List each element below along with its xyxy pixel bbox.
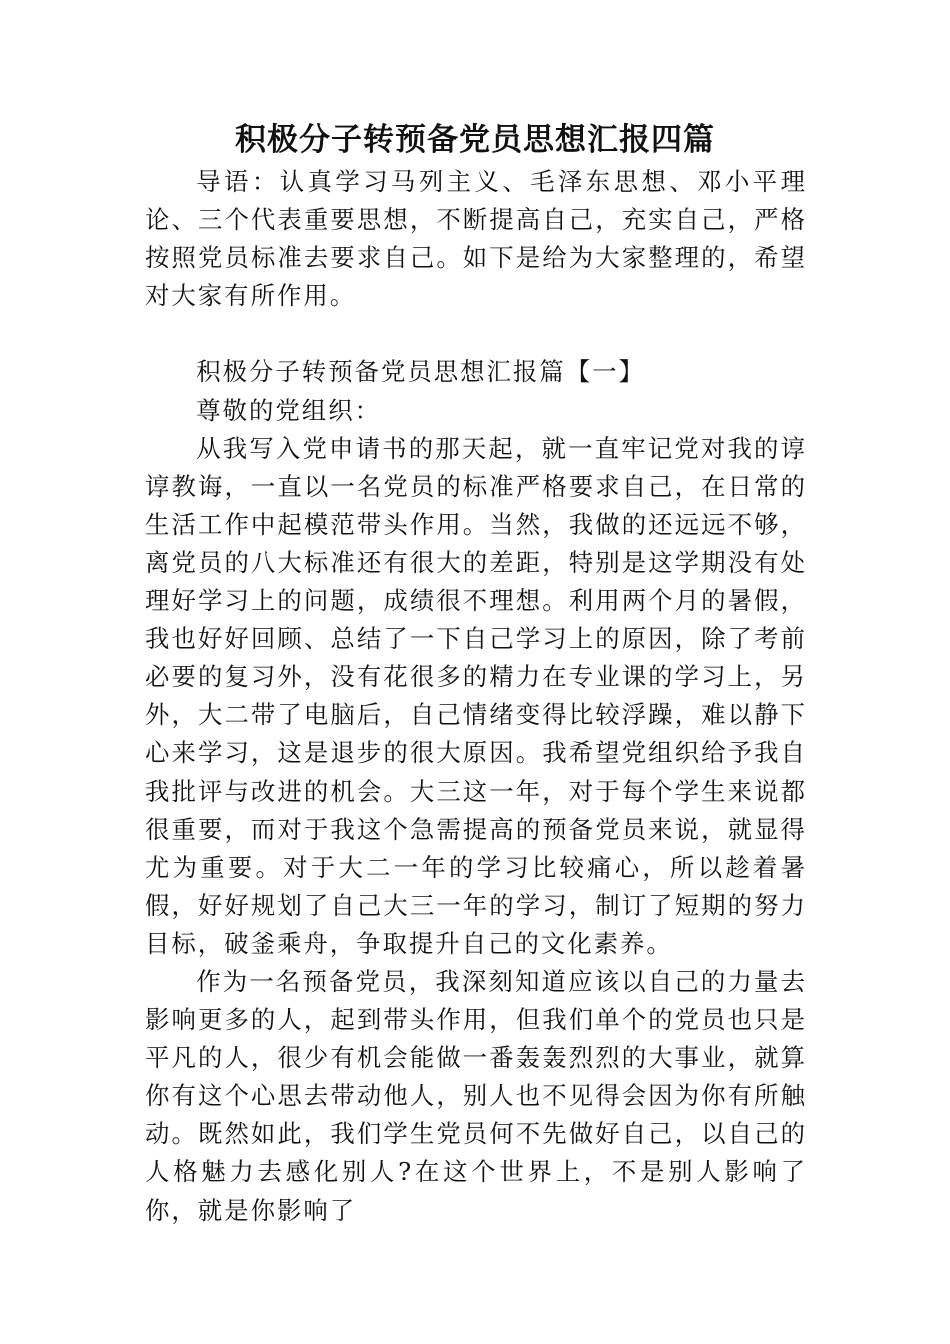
- salutation: 尊敬的党组织：: [196, 395, 381, 425]
- document-body: [145, 163, 807, 1230]
- body-paragraph-1: 从我写入党申请书的那天起，就一直牢记党对我的谆谆教诲，一直以一名党员的标准严格要求自己，在日常的生活工作中起模范带头作用。当然，我做的还远远不够，离党员的八大标准还有很大的差距，特别是这学期没有处理好学习上的问题，成绩很不理想。利用两个月的暑假，我也好好回顾、总结了一下自己学习上的原因，除了考前必要的复习外，没有花很多的精力在专业课的学习上，另外，大二带了电脑后，自己情绪变得比较浮躁，难以静下心来学习，这是退步的很大原因。我希望党组织给予我自我批评与改进的机会。大三这一年，对于每个学生来说都很重要，而对于我这个急需提高的预备党员来说，就显得尤为重要。对于大二一年的学习比较痛心，所以趁着暑假，好好规划了自己大三一年的学习，制订了短期的努力目标，破釜乘舟，争取提升自己的文化素养。: [145, 433, 807, 958]
- body-paragraph-2: 作为一名预备党员，我深刻知道应该以自己的力量去影响更多的人，起到带头作用，但我们单个的党员也只是平凡的人，很少有机会能做一番轰轰烈烈的大事业，就算你有这个心思去带动他人，别人也不见得会因为你有所触动。既然如此，我们学生党员何不先做好自己，以自己的人格魅力去感化别人?在这个世界上，不是别人影响了你，就是你影响了: [145, 966, 807, 1225]
- blank-line: [145, 315, 807, 353]
- intro-paragraph: 导语：认真学习马列主义、毛泽东思想、邓小平理论、三个代表重要思想，不断提高自己，充实自己，严格按照党员标准去要求自己。如下是给为大家整理的，希望对大家有所作用。: [145, 167, 807, 311]
- section-heading: 积极分子转预备党员思想汇报篇【一】: [196, 357, 645, 387]
- document-title: 积极分子转预备党员思想汇报四篇: [235, 122, 715, 158]
